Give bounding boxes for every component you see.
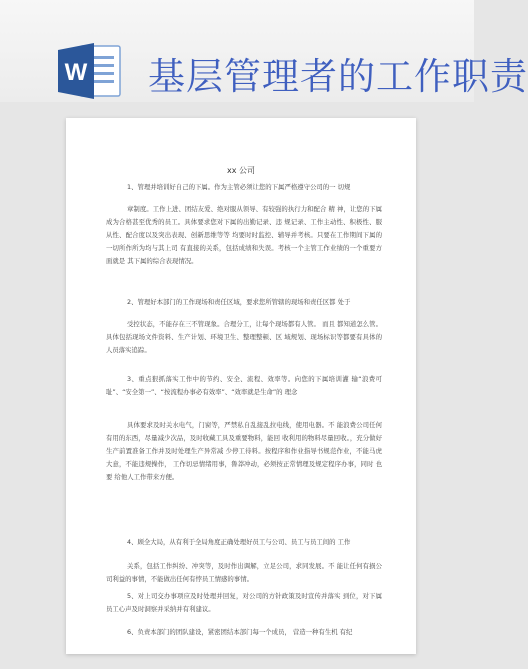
page-title: 基层管理者的工作职责: [148, 55, 528, 98]
document-title: xx 公司: [226, 166, 255, 175]
document-page: [66, 118, 416, 654]
document-paragraph: 1、管理并培训好自己的下属。作为主管必须让您的下属严格遵守公司的一 切规: [127, 183, 351, 191]
document-paragraph: 章制度。工作上进、团结友爱、绝对服从领导、有较强的执行力和配合 精 神，让您的下属成为合格甚至优秀的员工。具体要求您对下属的出勤记录、违 规记录、工作主动性、积极性、服从性、配合度以及突出表现、创新思维等等 均要时时监控、辅导并考核。只要在工作期间下属的一切所作所为均与其上司 有直接的关系，包括成绩和失误。考核一个主管工作业绩的一个重要方面就是 其下属的综合表现情况。: [106, 205, 382, 265]
word-icon-letter: W: [64, 59, 88, 86]
document-paragraph: 5、对上司交办事项应及时处理并回复，对公司的方针政策及时宣传并落实 到位，对下属员工心声及时洞察并采纳并有利建议。: [106, 592, 382, 613]
document-paragraph: 6、负责本部门的团队建设，紧密团结本部门每一个成员， 营造一种有生机 有纪: [127, 628, 353, 636]
document-paragraph: 具体要求及时关水电气，门窗等，严禁私自乱接乱拉电线，使用电器。不 能浪费公司任何有用的东西，尽量减少次品，及时收藏工具及重要物料，能回 收利用的物料尽量回收。，充分做好生产前置准备工作并及时处理生产异常减 少停工待料。按程序和作业指导书规范作业，不能马虎大意，不能违规操作， 工作切忌情绪用事，鲁莽冲动，必须按正常情理及规定程序办事，同时 也要 给他人工作带来方便。: [106, 421, 382, 481]
document-paragraph: 3、重点狠抓落实工作中的节约、安全、流程、效率等。向您的下属培训灌 输“浪费可耻”、“安全第一”、“按流程办事必有效率”、“效率就是生命”的 理念: [106, 375, 382, 396]
word-document-icon: [58, 40, 122, 100]
banner: [0, 0, 528, 102]
document-paragraph: 关系，包括工作纠纷、冲突等，及时作出调解，立足公司，求同发展。不 能让任何有损公司利益的事情，不能做出任何有悖员工情感的事情。: [106, 562, 382, 583]
document-paragraph: 2、管理好本部门的工作现场和责任区域，要求您所管辖的现场和责任区都 处于: [127, 298, 351, 306]
document-paragraph: 4、顾全大局，从有利于全局角度正确处理好员工与公司、员工与员工间的 工作: [127, 538, 351, 546]
document-paragraph: 受控状态，不能存在三不管现象。合理分工，让每个现场都有人管。 而且 都知道怎么管。具体包括现场文件资料、生产计划、环境卫生、整理整顿、区 域规划、现场标识等都要有具体的人员落实追踪。: [106, 320, 382, 354]
